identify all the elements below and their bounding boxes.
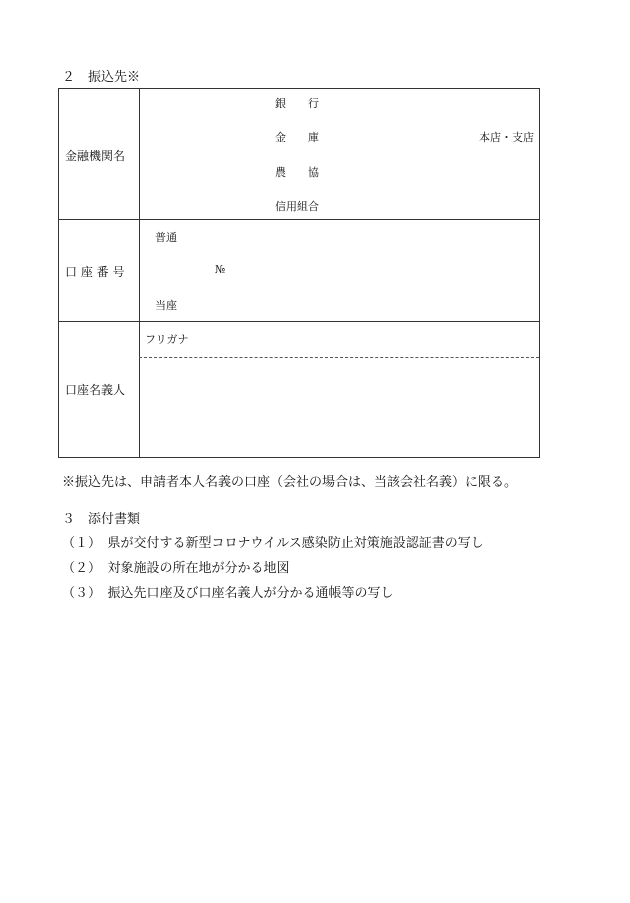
account-number-label: 口 座 番 号	[65, 265, 125, 279]
section2-heading: ２ 振込先※	[62, 70, 141, 85]
institution-type-nokyo: 農 協	[275, 166, 319, 179]
attachment-item-1: （１） 県が交付する新型コロナウイルス感染防止対策施設認証書の写し	[62, 536, 484, 551]
account-holder-label: 口座名義人	[65, 383, 126, 397]
institution-type-credit-union: 信用組合	[275, 200, 319, 213]
account-type-toza: 当座	[155, 299, 177, 312]
section3-heading: ３ 添付書類	[62, 512, 141, 527]
financial-institution-label: 金融機関名	[65, 149, 126, 163]
account-type-futsu: 普通	[155, 231, 177, 244]
number-mark: №	[215, 263, 226, 276]
row-divider-2	[59, 321, 539, 322]
table-column-divider	[139, 89, 140, 457]
attachment-item-3: （３） 振込先口座及び口座名義人が分かる通帳等の写し	[62, 586, 394, 601]
branch-label: 本店・支店	[479, 131, 534, 144]
transfer-note: ※振込先は、申請者本人名義の口座（会社の場合は、当該会社名義）に限る。	[62, 475, 518, 490]
row-divider-1	[59, 219, 539, 220]
bank-transfer-table	[58, 88, 540, 458]
furigana-label: フリガナ	[145, 333, 189, 346]
furigana-divider	[139, 357, 539, 358]
institution-type-bank: 銀 行	[275, 97, 319, 110]
attachment-item-2: （２） 対象施設の所在地が分かる地図	[62, 561, 290, 576]
institution-type-shinkin: 金 庫	[275, 131, 319, 144]
